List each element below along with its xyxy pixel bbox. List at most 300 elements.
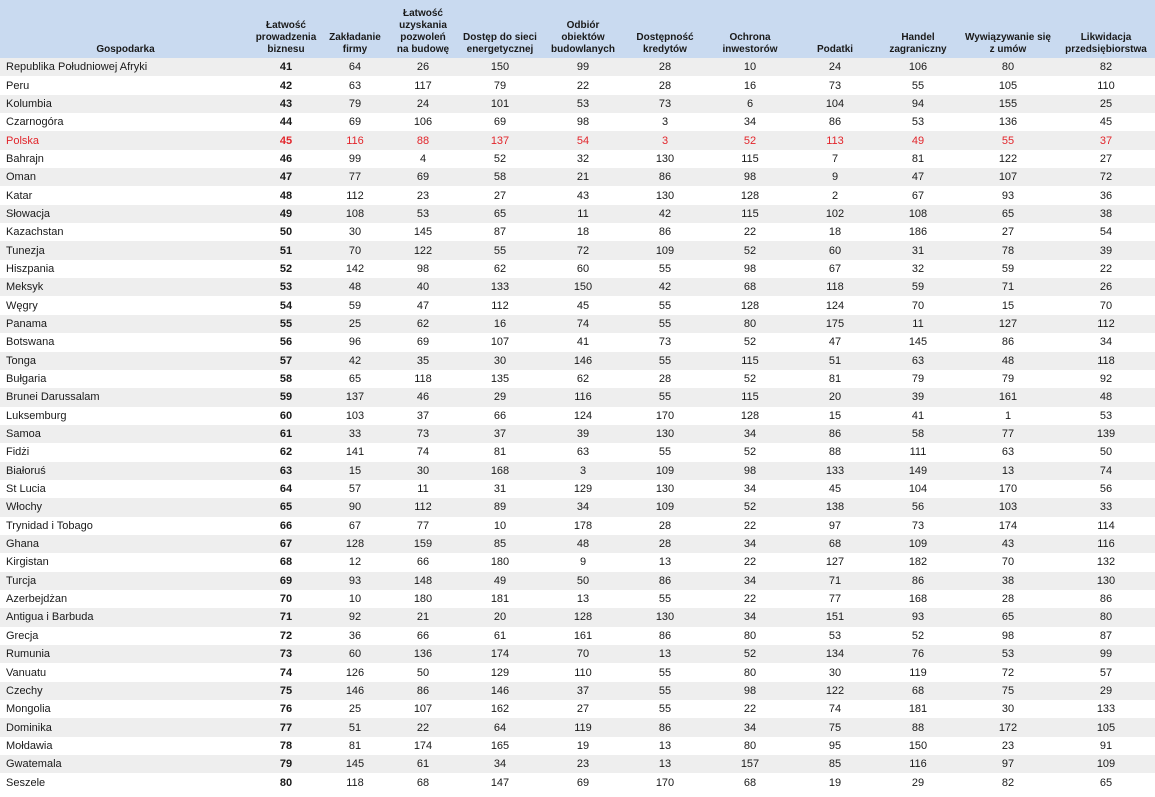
table-row	[0, 260, 1155, 278]
table-row	[0, 645, 1155, 663]
value-cell: 73	[793, 76, 877, 94]
value-cell: 52	[707, 370, 793, 388]
value-cell: 22	[543, 76, 623, 94]
value-cell: 136	[959, 113, 1057, 131]
value-cell: 130	[623, 608, 707, 626]
value-cell: 59	[959, 260, 1057, 278]
value-cell: 181	[877, 700, 959, 718]
value-cell: 174	[389, 737, 457, 755]
table-row	[0, 407, 1155, 425]
value-cell: 3	[623, 131, 707, 149]
value-cell: 42	[321, 352, 389, 370]
value-cell: 142	[321, 260, 389, 278]
value-cell: 103	[321, 407, 389, 425]
value-cell: 55	[623, 260, 707, 278]
table-row	[0, 737, 1155, 755]
rank-cell: 61	[251, 425, 321, 443]
value-cell: 27	[457, 186, 543, 204]
value-cell: 25	[321, 315, 389, 333]
table-row	[0, 333, 1155, 351]
rank-cell: 52	[251, 260, 321, 278]
value-cell: 78	[959, 241, 1057, 259]
table-body	[0, 58, 1155, 792]
value-cell: 106	[877, 58, 959, 76]
value-cell: 115	[707, 205, 793, 223]
value-cell: 77	[793, 590, 877, 608]
table-row	[0, 296, 1155, 314]
value-cell: 155	[959, 95, 1057, 113]
value-cell: 73	[623, 95, 707, 113]
value-cell: 86	[793, 425, 877, 443]
value-cell: 10	[707, 58, 793, 76]
value-cell: 71	[959, 278, 1057, 296]
value-cell: 66	[457, 407, 543, 425]
value-cell: 115	[707, 388, 793, 406]
value-cell: 33	[321, 425, 389, 443]
value-cell: 98	[707, 260, 793, 278]
value-cell: 62	[389, 315, 457, 333]
value-cell: 61	[389, 755, 457, 773]
value-cell: 110	[1057, 76, 1155, 94]
value-cell: 141	[321, 443, 389, 461]
value-cell: 48	[959, 352, 1057, 370]
value-cell: 86	[623, 627, 707, 645]
value-cell: 9	[793, 168, 877, 186]
value-cell: 147	[457, 773, 543, 791]
col-header-dostep-do-sieci: Dostęp do sieci energetycznej	[457, 0, 543, 58]
value-cell: 34	[1057, 333, 1155, 351]
value-cell: 55	[623, 388, 707, 406]
country-cell: Bułgaria	[0, 370, 251, 388]
country-cell: Tonga	[0, 352, 251, 370]
rank-cell: 78	[251, 737, 321, 755]
rank-cell: 42	[251, 76, 321, 94]
value-cell: 55	[623, 443, 707, 461]
value-cell: 168	[457, 462, 543, 480]
value-cell: 150	[877, 737, 959, 755]
value-cell: 98	[707, 462, 793, 480]
value-cell: 69	[389, 333, 457, 351]
value-cell: 28	[623, 58, 707, 76]
value-cell: 69	[457, 113, 543, 131]
value-cell: 57	[321, 480, 389, 498]
value-cell: 89	[457, 498, 543, 516]
value-cell: 19	[543, 737, 623, 755]
col-header-handel-zagraniczny: Handel zagraniczny	[877, 0, 959, 58]
value-cell: 113	[793, 131, 877, 149]
value-cell: 30	[457, 352, 543, 370]
rank-cell: 76	[251, 700, 321, 718]
table-row	[0, 517, 1155, 535]
value-cell: 127	[959, 315, 1057, 333]
value-cell: 86	[1057, 590, 1155, 608]
value-cell: 165	[457, 737, 543, 755]
table-row	[0, 663, 1155, 681]
value-cell: 174	[457, 645, 543, 663]
value-cell: 88	[793, 443, 877, 461]
value-cell: 122	[793, 682, 877, 700]
value-cell: 86	[793, 113, 877, 131]
value-cell: 181	[457, 590, 543, 608]
value-cell: 26	[1057, 278, 1155, 296]
value-cell: 49	[457, 572, 543, 590]
table-row	[0, 498, 1155, 516]
value-cell: 38	[1057, 205, 1155, 223]
value-cell: 65	[1057, 773, 1155, 791]
value-cell: 41	[543, 333, 623, 351]
value-cell: 25	[1057, 95, 1155, 113]
table-row	[0, 718, 1155, 736]
value-cell: 162	[457, 700, 543, 718]
value-cell: 98	[959, 627, 1057, 645]
value-cell: 117	[389, 76, 457, 94]
value-cell: 34	[707, 718, 793, 736]
country-cell: Rumunia	[0, 645, 251, 663]
value-cell: 133	[1057, 700, 1155, 718]
country-cell: Ghana	[0, 535, 251, 553]
value-cell: 6	[707, 95, 793, 113]
rank-cell: 51	[251, 241, 321, 259]
rank-cell: 49	[251, 205, 321, 223]
rank-cell: 74	[251, 663, 321, 681]
value-cell: 23	[389, 186, 457, 204]
country-cell: Trynidad i Tobago	[0, 517, 251, 535]
rank-cell: 53	[251, 278, 321, 296]
value-cell: 10	[321, 590, 389, 608]
country-cell: Meksyk	[0, 278, 251, 296]
value-cell: 98	[389, 260, 457, 278]
value-cell: 59	[321, 296, 389, 314]
value-cell: 68	[793, 535, 877, 553]
rank-cell: 62	[251, 443, 321, 461]
country-cell: Fidżi	[0, 443, 251, 461]
value-cell: 15	[321, 462, 389, 480]
country-cell: Białoruś	[0, 462, 251, 480]
value-cell: 52	[707, 241, 793, 259]
value-cell: 130	[623, 186, 707, 204]
value-cell: 129	[543, 480, 623, 498]
value-cell: 68	[877, 682, 959, 700]
value-cell: 138	[793, 498, 877, 516]
value-cell: 50	[1057, 443, 1155, 461]
value-cell: 81	[793, 370, 877, 388]
value-cell: 116	[877, 755, 959, 773]
value-cell: 128	[707, 407, 793, 425]
value-cell: 157	[707, 755, 793, 773]
table-row	[0, 352, 1155, 370]
value-cell: 77	[389, 517, 457, 535]
value-cell: 73	[623, 333, 707, 351]
value-cell: 71	[793, 572, 877, 590]
value-cell: 101	[457, 95, 543, 113]
col-header-pozwolenia-na-budowe: Łatwość uzyskania pozwoleń na budowę	[389, 0, 457, 58]
value-cell: 53	[877, 113, 959, 131]
value-cell: 55	[623, 352, 707, 370]
value-cell: 53	[1057, 407, 1155, 425]
value-cell: 130	[623, 425, 707, 443]
value-cell: 122	[959, 150, 1057, 168]
country-cell: Katar	[0, 186, 251, 204]
value-cell: 46	[389, 388, 457, 406]
value-cell: 139	[1057, 425, 1155, 443]
table-row	[0, 95, 1155, 113]
rank-cell: 75	[251, 682, 321, 700]
value-cell: 32	[877, 260, 959, 278]
value-cell: 145	[321, 755, 389, 773]
value-cell: 70	[321, 241, 389, 259]
col-header-podatki: Podatki	[793, 0, 877, 58]
value-cell: 7	[793, 150, 877, 168]
value-cell: 72	[543, 241, 623, 259]
value-cell: 136	[389, 645, 457, 663]
value-cell: 45	[793, 480, 877, 498]
value-cell: 95	[793, 737, 877, 755]
value-cell: 63	[959, 443, 1057, 461]
value-cell: 86	[623, 168, 707, 186]
value-cell: 52	[707, 333, 793, 351]
value-cell: 54	[1057, 223, 1155, 241]
country-cell: St Lucia	[0, 480, 251, 498]
value-cell: 42	[623, 278, 707, 296]
value-cell: 92	[1057, 370, 1155, 388]
value-cell: 65	[457, 205, 543, 223]
value-cell: 39	[877, 388, 959, 406]
value-cell: 73	[389, 425, 457, 443]
value-cell: 56	[877, 498, 959, 516]
value-cell: 68	[389, 773, 457, 791]
value-cell: 106	[389, 113, 457, 131]
value-cell: 168	[877, 590, 959, 608]
value-cell: 55	[623, 700, 707, 718]
value-cell: 26	[389, 58, 457, 76]
value-cell: 149	[877, 462, 959, 480]
value-cell: 38	[959, 572, 1057, 590]
value-cell: 133	[457, 278, 543, 296]
value-cell: 36	[321, 627, 389, 645]
table-row	[0, 150, 1155, 168]
col-header-zakladanie-firmy: Zakładanie firmy	[321, 0, 389, 58]
country-cell: Samoa	[0, 425, 251, 443]
value-cell: 77	[321, 168, 389, 186]
value-cell: 22	[707, 590, 793, 608]
value-cell: 16	[707, 76, 793, 94]
country-cell: Antigua i Barbuda	[0, 608, 251, 626]
value-cell: 30	[321, 223, 389, 241]
value-cell: 90	[321, 498, 389, 516]
value-cell: 109	[623, 241, 707, 259]
table-row	[0, 388, 1155, 406]
value-cell: 124	[543, 407, 623, 425]
value-cell: 130	[623, 150, 707, 168]
rank-cell: 59	[251, 388, 321, 406]
value-cell: 13	[623, 553, 707, 571]
value-cell: 80	[707, 315, 793, 333]
value-cell: 34	[457, 755, 543, 773]
value-cell: 145	[877, 333, 959, 351]
table-row	[0, 480, 1155, 498]
col-header-wywiazywanie-sie-z-umow: Wywiązywanie się z umów	[959, 0, 1057, 58]
value-cell: 69	[389, 168, 457, 186]
rank-cell: 73	[251, 645, 321, 663]
value-cell: 66	[389, 553, 457, 571]
value-cell: 27	[543, 700, 623, 718]
value-cell: 28	[623, 76, 707, 94]
value-cell: 19	[793, 773, 877, 791]
country-cell: Polska	[0, 131, 251, 149]
value-cell: 3	[623, 113, 707, 131]
value-cell: 70	[543, 645, 623, 663]
value-cell: 66	[389, 627, 457, 645]
value-cell: 11	[389, 480, 457, 498]
value-cell: 30	[793, 663, 877, 681]
value-cell: 64	[457, 718, 543, 736]
value-cell: 28	[623, 535, 707, 553]
country-cell: Kazachstan	[0, 223, 251, 241]
value-cell: 55	[623, 296, 707, 314]
value-cell: 178	[543, 517, 623, 535]
value-cell: 129	[457, 663, 543, 681]
value-cell: 175	[793, 315, 877, 333]
value-cell: 111	[877, 443, 959, 461]
rank-cell: 64	[251, 480, 321, 498]
value-cell: 86	[623, 572, 707, 590]
value-cell: 86	[623, 223, 707, 241]
country-cell: Gwatemala	[0, 755, 251, 773]
value-cell: 87	[1057, 627, 1155, 645]
value-cell: 55	[623, 315, 707, 333]
value-cell: 56	[1057, 480, 1155, 498]
value-cell: 79	[321, 95, 389, 113]
value-cell: 32	[543, 150, 623, 168]
value-cell: 119	[543, 718, 623, 736]
value-cell: 186	[877, 223, 959, 241]
country-cell: Włochy	[0, 498, 251, 516]
value-cell: 107	[959, 168, 1057, 186]
value-cell: 4	[389, 150, 457, 168]
table-row	[0, 682, 1155, 700]
value-cell: 75	[793, 718, 877, 736]
value-cell: 24	[389, 95, 457, 113]
value-cell: 28	[959, 590, 1057, 608]
value-cell: 102	[793, 205, 877, 223]
value-cell: 128	[707, 296, 793, 314]
table-row	[0, 535, 1155, 553]
country-cell: Tunezja	[0, 241, 251, 259]
value-cell: 18	[543, 223, 623, 241]
value-cell: 126	[321, 663, 389, 681]
value-cell: 68	[707, 278, 793, 296]
value-cell: 135	[457, 370, 543, 388]
value-cell: 34	[707, 535, 793, 553]
value-cell: 55	[623, 590, 707, 608]
rank-cell: 50	[251, 223, 321, 241]
rank-cell: 58	[251, 370, 321, 388]
table-row	[0, 553, 1155, 571]
value-cell: 63	[877, 352, 959, 370]
value-cell: 25	[321, 700, 389, 718]
value-cell: 130	[623, 480, 707, 498]
value-cell: 159	[389, 535, 457, 553]
value-cell: 55	[623, 682, 707, 700]
table-row	[0, 443, 1155, 461]
value-cell: 170	[623, 407, 707, 425]
value-cell: 27	[1057, 150, 1155, 168]
value-cell: 13	[543, 590, 623, 608]
table-row	[0, 755, 1155, 773]
value-cell: 118	[793, 278, 877, 296]
value-cell: 103	[959, 498, 1057, 516]
country-cell: Luksemburg	[0, 407, 251, 425]
table-row	[0, 205, 1155, 223]
value-cell: 51	[793, 352, 877, 370]
rank-cell: 47	[251, 168, 321, 186]
country-cell: Mongolia	[0, 700, 251, 718]
value-cell: 93	[321, 572, 389, 590]
value-cell: 20	[457, 608, 543, 626]
value-cell: 11	[877, 315, 959, 333]
value-cell: 108	[321, 205, 389, 223]
col-header-latwosc-prowadzenia-biznesu: Łatwość prowadzenia biznesu	[251, 0, 321, 58]
value-cell: 52	[877, 627, 959, 645]
country-cell: Seszele	[0, 773, 251, 791]
value-cell: 98	[707, 168, 793, 186]
value-cell: 39	[1057, 241, 1155, 259]
value-cell: 85	[457, 535, 543, 553]
value-cell: 42	[623, 205, 707, 223]
value-cell: 61	[457, 627, 543, 645]
value-cell: 34	[707, 608, 793, 626]
value-cell: 112	[1057, 315, 1155, 333]
value-cell: 74	[1057, 462, 1155, 480]
country-cell: Bahrajn	[0, 150, 251, 168]
value-cell: 9	[543, 553, 623, 571]
value-cell: 29	[877, 773, 959, 791]
value-cell: 170	[959, 480, 1057, 498]
value-cell: 116	[321, 131, 389, 149]
header-row	[0, 0, 1155, 58]
value-cell: 55	[623, 663, 707, 681]
value-cell: 118	[321, 773, 389, 791]
value-cell: 180	[389, 590, 457, 608]
value-cell: 28	[623, 517, 707, 535]
value-cell: 79	[457, 76, 543, 94]
country-cell: Botswana	[0, 333, 251, 351]
table-row	[0, 241, 1155, 259]
value-cell: 107	[457, 333, 543, 351]
value-cell: 30	[959, 700, 1057, 718]
country-cell: Słowacja	[0, 205, 251, 223]
value-cell: 43	[543, 186, 623, 204]
value-cell: 137	[321, 388, 389, 406]
value-cell: 12	[321, 553, 389, 571]
table-row	[0, 462, 1155, 480]
rank-cell: 65	[251, 498, 321, 516]
value-cell: 52	[707, 498, 793, 516]
value-cell: 75	[959, 682, 1057, 700]
value-cell: 80	[707, 663, 793, 681]
rank-cell: 41	[251, 58, 321, 76]
value-cell: 128	[543, 608, 623, 626]
value-cell: 52	[707, 645, 793, 663]
value-cell: 174	[959, 517, 1057, 535]
value-cell: 80	[707, 737, 793, 755]
value-cell: 29	[1057, 682, 1155, 700]
value-cell: 104	[877, 480, 959, 498]
rank-cell: 71	[251, 608, 321, 626]
table-row	[0, 168, 1155, 186]
value-cell: 116	[543, 388, 623, 406]
value-cell: 47	[877, 168, 959, 186]
